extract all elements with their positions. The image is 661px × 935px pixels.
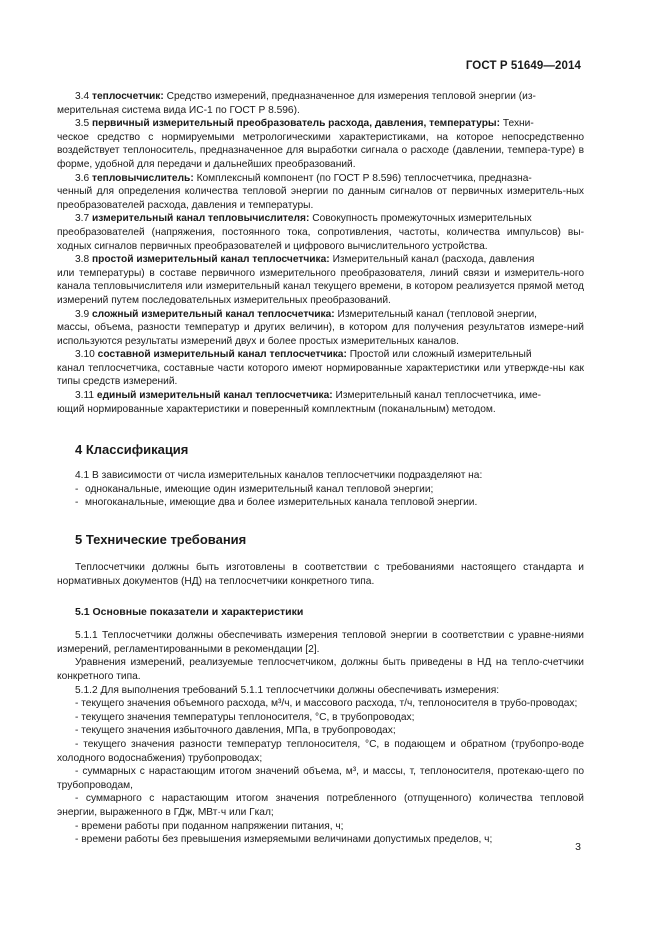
paragraph-5-1-1: 5.1.1 Теплосчетчики должны обеспечивать измерения тепловой энергии в соответствии с уравне-ниями измерений, регламентированными в рекомендации [2]. (57, 630, 584, 655)
term-3-7 (57, 212, 584, 226)
term-text: Комплексный компонент (по ГОСТ Р 8.596) теплосчетчика, предназна- (196, 172, 532, 184)
term-text: Измерительный канал (расхода, давления (332, 254, 535, 266)
list-item (57, 496, 584, 510)
term-name: простой измерительный канал теплосчетчика: (92, 254, 330, 266)
dash-bullet: - (75, 834, 79, 846)
list-item-text: суммарного с нарастающим итогом значения потребленного (отпущенного) количества тепловой энергии, выраженного в ГДж, МВт·ч или Гкал; (57, 793, 584, 818)
dash-bullet: - (75, 698, 79, 710)
term-3-5 (57, 117, 584, 131)
list-item-text: текущего значения разности температур теплоносителя, °С, в подающем и обратном (трубопро-воде холодного водоснабжения) трубопроводах; (57, 738, 584, 764)
term-3-7-cont: преобразователей (напряжения, постоянного тока, сопротивления, частоты, количества импульсов) вы-ходных сигналов первичных преобразователей и цифрового вычислительного устройства. (57, 226, 584, 252)
dash-bullet: - (75, 738, 79, 750)
list-item (57, 765, 584, 792)
term-3-10-cont: канал теплосчетчика, составные части которого имеют нормированные характеристики или утвержде-ны как типы средств измерений. (57, 362, 584, 388)
term-number: 3.6 (75, 172, 90, 184)
page-content (57, 90, 584, 847)
paragraph-5-1-1b: Уравнения измерений, реализуемые теплосчетчиком, должны быть приведены в НД на тепло-счетчики конкретного типа. (57, 657, 584, 682)
dash-bullet: - (75, 725, 79, 737)
term-3-10 (57, 348, 584, 362)
term-3-4 (57, 90, 584, 104)
term-text: Простой или сложный измерительный (349, 349, 532, 361)
term-text: Измерительный канал (тепловой энергии, (337, 308, 537, 320)
term-number: 3.4 (75, 91, 90, 102)
list-item (57, 697, 584, 711)
list-item-text: времени работы при поданном напряжении питания, ч; (81, 820, 344, 832)
term-3-4-cont: мерительная система вида ИС-1 по ГОСТ Р 8.596). (57, 104, 300, 116)
term-3-5-cont: ческое средство с нормируемыми метрологическими характеристиками, на которое непосредственно воздействует теплоноситель, предназначенное для выработки сигнала о расходе (давлении, темпера-туре) в форме, удобной для передачи и дальнейших преобразований. (57, 131, 584, 170)
list-item (57, 724, 584, 738)
list-item (57, 820, 584, 834)
list-item-text: многоканальные, имеющие два и более измерительных канала тепловой энергии. (85, 497, 478, 509)
dash-bullet: - (75, 497, 79, 509)
section-5-title: 5 Технические требования (75, 532, 247, 548)
paragraph-5-1-2: 5.1.2 Для выполнения требований 5.1.1 теплосчетчики должны обеспечивать измерения: (75, 684, 500, 696)
dash-bullet: - (75, 711, 79, 723)
list-item (57, 833, 584, 847)
term-3-6 (57, 172, 584, 186)
term-number: 3.5 (75, 118, 90, 130)
list-item (57, 792, 584, 819)
list-item-text: текущего значения температуры теплоносителя, °С, в трубопроводах; (81, 711, 415, 723)
list-item-text: текущего значения избыточного давления, МПа, в трубопроводах; (81, 725, 396, 737)
term-number: 3.9 (75, 308, 90, 320)
term-3-9 (57, 308, 584, 322)
term-text: Измерительный канал теплосчетчика, име- (335, 390, 542, 402)
list-item (57, 738, 584, 765)
dash-bullet: - (75, 820, 79, 832)
section-5-1-title: 5.1 Основные показатели и характеристики (75, 606, 304, 619)
term-3-8-cont: или температуры) в составе первичного измерительного преобразователя, линий связи и измеритель-ного канала тепловычислителя или измерительный канал текущего времени, в котором реализуется прямой метод измерений путем последовательных измерительных преобразований. (57, 267, 584, 306)
term-number: 3.8 (75, 254, 90, 266)
term-text: Совокупность промежуточных измерительных (312, 213, 532, 225)
list-item (57, 711, 584, 725)
page-number: 3 (575, 841, 581, 853)
list-item-text: одноканальные, имеющие один измерительный канал тепловой энергии; (85, 483, 434, 495)
term-text: Техни- (502, 118, 534, 130)
term-name: первичный измерительный преобразователь расхода, давления, температуры: (92, 118, 501, 130)
term-name: составной измерительный канал теплосчетчика: (97, 349, 347, 361)
section-4-title: 4 Классификация (75, 442, 189, 458)
dash-bullet: - (75, 793, 79, 805)
term-name: единый измерительный канал теплосчетчика: (96, 390, 333, 402)
term-text: Средство измерений, предназначенное для измерения тепловой энергии (из- (166, 91, 536, 102)
list-item-text: текущего значения объемного расхода, м³/ч, и массового расхода, т/ч, теплоносителя в трубо-проводах; (81, 698, 578, 710)
dash-bullet: - (75, 766, 79, 778)
term-3-11-cont: ющий нормированные характеристики и поверенный комплектным (поканальным) методом. (57, 403, 496, 415)
dash-bullet: - (75, 483, 79, 495)
section-5-intro: Теплосчетчики должны быть изготовлены в соответствии с требованиями настоящего стандарта и нормативных документов (НД) на теплосчетчики конкретного типа. (57, 562, 584, 587)
term-number: 3.11 (75, 390, 95, 402)
term-number: 3.10 (75, 349, 95, 361)
doc-header: ГОСТ Р 51649—2014 (465, 60, 581, 72)
term-3-8 (57, 253, 584, 267)
list-item-text: суммарных с нарастающим итогом значений объема, м³, и массы, т, теплоносителя, протекаю-щего по трубопроводам, (57, 766, 585, 791)
term-3-11 (57, 389, 584, 403)
term-name: тепловычислитель: (92, 172, 194, 184)
list-item-text: времени работы без превышения измеряемыми величинами допустимых пределов, ч; (81, 834, 493, 846)
list-item (57, 483, 584, 497)
term-3-9-cont: массы, объема, разности температур и других величин), в котором для получения результатов измере-ний используются результаты измерений двух и более простых измерительных каналов. (57, 322, 584, 347)
section-4-intro: 4.1 В зависимости от числа измерительных каналов теплосчетчики подразделяют на: (75, 470, 483, 482)
term-number: 3.7 (75, 213, 90, 225)
term-name: сложный измерительный канал теплосчетчика: (92, 308, 335, 320)
term-3-6-cont: ченный для определения количества тепловой энергии по данным сигналов от первичных измеритель-ных преобразователей расхода, давления и температуры. (57, 186, 584, 211)
term-name: измерительный канал тепловычислителя: (92, 213, 310, 225)
term-name: теплосчетчик: (92, 91, 164, 102)
